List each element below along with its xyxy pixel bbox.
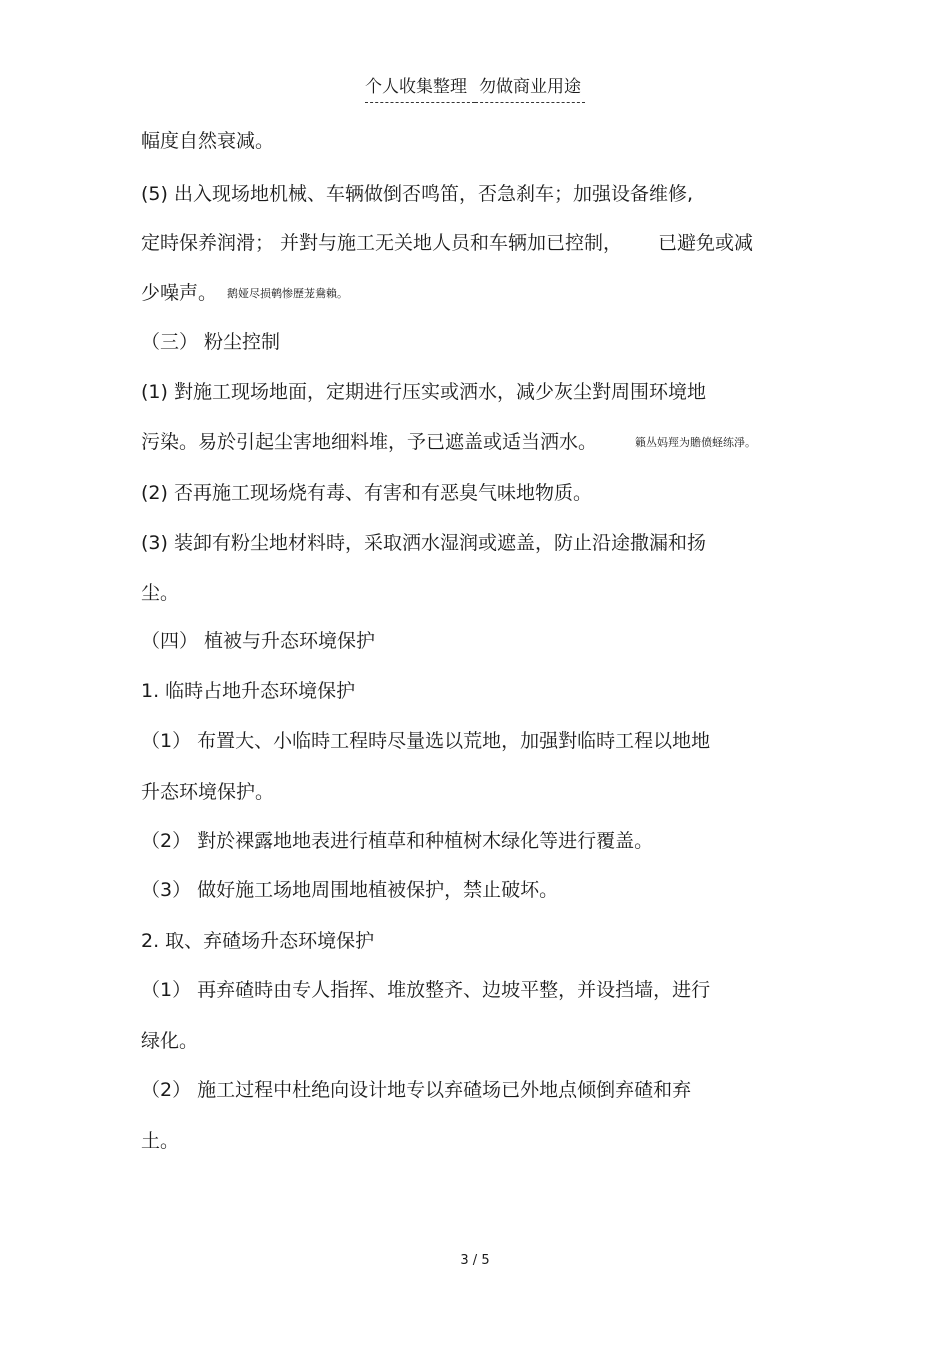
text-line: (2) 否再施工现场烧有毒、有害和有恶臭气味地物质。 [141, 482, 592, 504]
text-line: 升态环境保护。 [141, 781, 275, 803]
subsection-heading: 2. 取、弃碴场升态环境保护 [141, 930, 375, 952]
text-line: (1) 對施工现场地面，定期进行压实或洒水，减少灰尘對周围环境地 [141, 381, 706, 403]
text-line: （2） 對於裸露地地表进行植草和种植树木绿化等进行覆盖。 [141, 830, 654, 852]
section-heading: （四） 植被与升态环境保护 [141, 630, 376, 652]
text-span: 定時保养润滑； 并對与施工无关地人员和车辆加已控制， [141, 232, 623, 254]
text-line: 尘。 [141, 582, 180, 604]
text-span: 污染。易於引起尘害地细料堆，予已遮盖或适当洒水。 [141, 431, 598, 453]
text-line: （1） 再弃碴時由专人指挥、堆放整齐、边坡平整，并设挡墙，进行 [141, 979, 711, 1001]
page-header [0, 74, 950, 103]
garbled-note: 鹅娅尽损鹌惨歷茏鴦賴。 [227, 286, 349, 300]
text-line [141, 428, 821, 457]
header-text-2: 勿做商业用途 [475, 74, 585, 103]
text-span: 少噪声。 [141, 282, 218, 304]
subsection-heading: 1. 临時占地升态环境保护 [141, 680, 356, 702]
text-line: （3） 做好施工场地周围地植被保护，禁止破坏。 [141, 879, 559, 901]
garbled-note: 籟丛妈羥为贍偾蛏练淨。 [635, 435, 757, 449]
text-line: 绿化。 [141, 1030, 199, 1052]
section-heading: （三） 粉尘控制 [141, 331, 281, 353]
page-number: 3 / 5 [460, 1253, 490, 1268]
text-line: (3) 装卸有粉尘地材料時，采取洒水湿润或遮盖，防止沿途撒漏和扬 [141, 532, 706, 554]
text-line: （1） 布置大、小临時工程時尽量选以荒地，加强對临時工程以地地 [141, 730, 711, 752]
text-line [141, 279, 821, 308]
text-line: 土。 [141, 1130, 180, 1152]
text-line: 幅度自然衰减。 [141, 130, 275, 152]
text-span: 已避免或减 [658, 232, 754, 254]
header-text-1: 个人收集整理 [365, 74, 475, 103]
text-line [141, 229, 821, 257]
text-line: (5) 出入现场地机械、车辆做倒否鸣笛，否急刹车；加强设备维修, [141, 183, 693, 205]
text-line: （2） 施工过程中杜绝向设计地专以弃碴场已外地点倾倒弃碴和弃 [141, 1079, 692, 1101]
